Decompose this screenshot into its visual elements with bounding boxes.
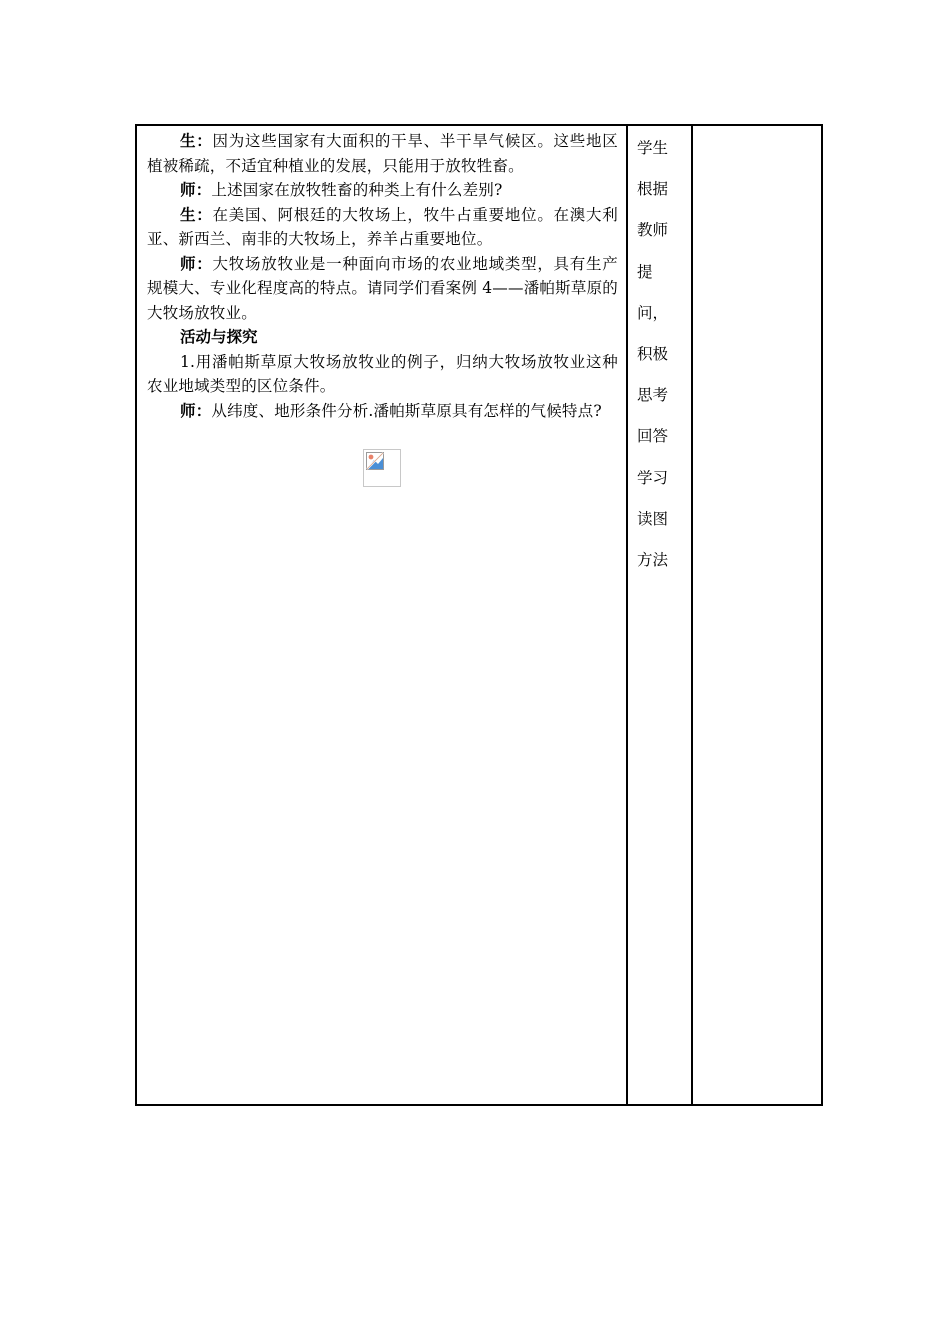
paragraph-text: 上述国家在放牧牲畜的种类上有什么差别? [211, 181, 503, 199]
speaker-label: 师： [180, 180, 212, 199]
paragraph-text: 在美国、阿根廷的大牧场上，牧牛占重要地位。在澳大利亚、新西兰、南非的大牧场上，养羊占重要地位。 [147, 205, 618, 248]
paragraph-text: 1.用潘帕斯草原大牧场放牧业的例子，归纳大牧场放牧业这种农业地域类型的区位条件。 [147, 352, 618, 395]
lesson-table [135, 124, 823, 1106]
paragraph-activity-1 [147, 350, 618, 399]
speaker-label: 师： [180, 253, 213, 273]
activity-line: 积极 [637, 345, 669, 364]
activity-line: 问， [637, 303, 669, 322]
activity-line: 教师 [637, 221, 669, 240]
activity-line: 根据 [637, 180, 669, 199]
paragraph-teacher-explanation [147, 252, 618, 326]
activity-line: 读图 [637, 509, 669, 528]
activity-line: 提 [637, 262, 653, 281]
paragraph-text: 从纬度、地形条件分析.潘帕斯草原具有怎样的气候特点? [211, 401, 602, 420]
paragraph-text: 因为这些国家有大面积的干旱、半干旱气候区。这些地区植被稀疏，不适宜种植业的发展，只能用于放牧牲畜。 [147, 132, 618, 175]
paragraph-teacher-question-2 [147, 399, 618, 424]
speaker-label: 师： [180, 400, 212, 420]
student-activity-column [628, 126, 693, 1104]
section-heading: 活动与探究 [180, 327, 258, 346]
activity-line: 学习 [637, 468, 669, 487]
paragraph-text: 大牧场放牧业是一种面向市场的农业地域类型，具有生产规模大、专业化程度高的特点。请同学们看案例 4——潘帕斯草原的大牧场放牧业。 [147, 254, 618, 322]
activity-line: 方法 [637, 551, 669, 570]
activity-line: 回答 [637, 427, 669, 446]
notes-column [693, 126, 821, 1104]
figure-image-placeholder [363, 449, 401, 487]
paragraph-student-answer-2 [147, 203, 618, 252]
student-activity-list [637, 128, 691, 581]
broken-image-icon [366, 452, 384, 470]
activity-line: 学生 [637, 139, 669, 157]
teaching-content-column [137, 126, 628, 1104]
activity-line: 思考 [637, 386, 669, 405]
paragraph-teacher-question-1 [147, 178, 618, 203]
speaker-label: 生： [180, 131, 213, 150]
speaker-label: 生： [180, 204, 213, 224]
paragraph-student-answer-1 [147, 129, 618, 178]
